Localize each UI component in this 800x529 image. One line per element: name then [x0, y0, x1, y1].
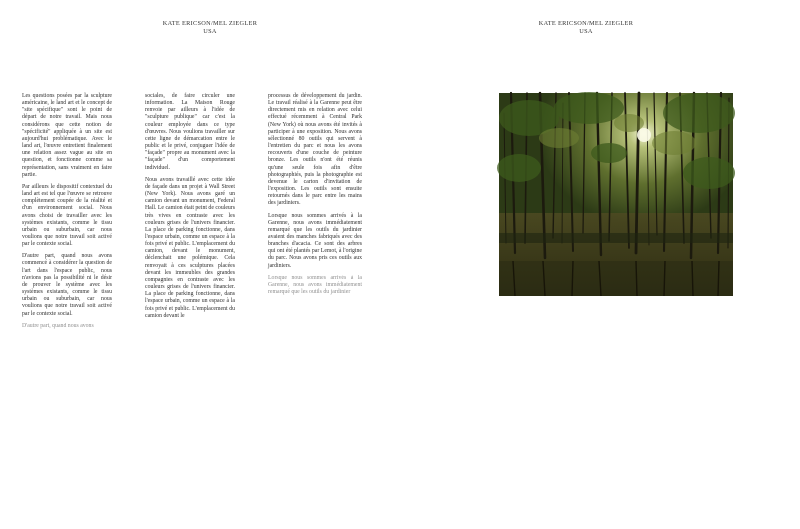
header-country: USA	[579, 28, 593, 35]
text-column-2	[145, 93, 235, 325]
page-header	[130, 20, 290, 36]
text-column-3	[268, 93, 362, 294]
paragraph: D'autre part, quand nous avons	[22, 322, 94, 329]
paragraph: sociales, de faire circuler une information. La Maison Rouge renvoie par ailleurs à l'idée de "sculpture publique" car c'est la couleur employée dans ce type d'œuvres. Nous voulions travailler sur cette ligne de démarcation entre le public et le privé, conjuguer l'idée de "façade" propre au monument avec la "façade" d'un comportement individuel.	[145, 93, 235, 171]
paragraph: Par ailleurs le dispositif contextuel du land art est tel que l'œuvre se retrouve complètement coupée de la réalité et d'un environnement social. Nous avons choisi de travailler avec les systèmes existants, comme le tissu urbain ou suburbain, car nous voulions que notre travail soit activé par le contexte social.	[22, 183, 112, 248]
forest-image	[499, 93, 733, 296]
paragraph: D'autre part, quand nous avons commencé à considérer la question de l'art dans l'espace public, nous n'avions pas la possibilité ni le désir de prouver le système avec les systèmes existants, comme le tissu urbain ou suburbain, car nous voulions que notre travail soit activé par le contexte social.	[22, 253, 112, 317]
paragraph: Lorsque nous sommes arrivés à la Garenne, nous avons immédiatement remarqué que les outils du jardinier avaient des manches fabriqués avec des branches d'acacia. Ce sont des arbres qui ont été plantés par Lemot, à l'origine du parc. Nous avons pris ces outils aux jardiniers.	[268, 212, 362, 269]
paragraph: Nous avons travaillé avec cette idée de façade dans un projet à Wall Street (New York). Nous avons garé un camion devant un monument, Federal Hall. Le camion était peint de couleurs très vives en contraste avec les couleurs grises de l'univers financier. La place de parking fonctionne, dans l'espace urbain, comme un espace à la fois privé et public. L'emplacement du camion, devant le monument, déclenchait une polémique. Cela renvoyait à ces sculptures placées devant les immeubles des grandes compagnies en contraste avec les couleurs grises de l'univers financier. La place de parking fonctionne, dans l'espace urbain, comme un espace à la fois privé et public. L'emplacement du camion devant le	[145, 176, 235, 319]
paragraph: Lorsque nous sommes arrivés à la Garenne, nous avons immédiatement remarqué que les outils du jardinier	[268, 274, 362, 296]
forest-photo	[499, 93, 733, 296]
paragraph: Les questions posées par la sculpture américaine, le land art et le concept de "site spécifique" sont le point de départ de notre travail. Mais nous considérons que cette notion de "spécificité" appliquée à un site est aujourd'hui problématique. Avec le land art, l'œuvre entretient finalement une relation assez vague au site en question, et fonctionne comme sa représentation, sans vraiment en faire partie.	[22, 93, 112, 178]
header-country: USA	[203, 28, 217, 35]
text-column-1	[22, 93, 112, 335]
header-names: KATE ERICSON/MEL ZIEGLER	[162, 20, 258, 27]
paragraph: processus de développement du jardin. Le travail réalisé à la Garenne peut être directement mis en relation avec celui effectué récemment à Central Park (New York) où nous avons été invités à participer à une exposition. Nous avons sélectionné 80 outils qui servent à l'entretien du parc et nous les avons recouverts d'une couche de peinture bronze. Les outils n'ont été réunis qu'une seule fois afin d'être photographiés, puis la photographie est devenue le carton d'invitation de l'exposition. Les outils sont ensuite retournés dans le parc entre les mains des jardiniers.	[268, 93, 362, 207]
header-names: KATE ERICSON/MEL ZIEGLER	[538, 20, 634, 27]
right-page-header	[506, 20, 666, 36]
